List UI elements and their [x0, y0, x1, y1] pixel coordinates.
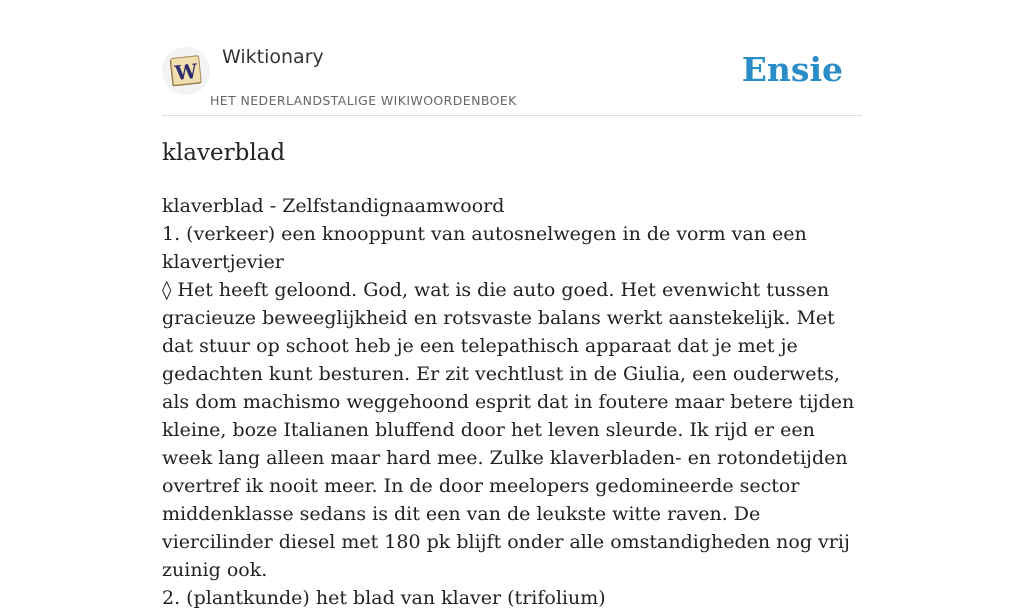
entry-heading: klaverblad - Zelfstandignaamwoord [162, 195, 505, 217]
site-name[interactable]: Wiktionary [222, 46, 324, 68]
page-title: klaverblad [162, 140, 286, 166]
site-subtitle: HET NEDERLANDSTALIGE WIKIWOORDENBOEK [210, 93, 517, 108]
site-logo[interactable] [162, 47, 210, 95]
definition-1: 1. (verkeer) een knooppunt van autosnelwegen in de vorm van een klavertjevier [162, 223, 807, 273]
logo-letter: W [173, 58, 199, 86]
definition-2: 2. (plantkunde) het blad van klaver (trifolium) [162, 587, 606, 609]
example-1: ◊ Het heeft geloond. God, wat is die auto goed. Het evenwicht tussen gracieuze beweeglijkheid en rotsvaste balans werkt aanstekelijk. Met dat stuur op schoot heb je een telepathisch apparaat dat je met je gedachten kunt besturen. Er zit vechtlust in de Giulia, een ouderwets, als dom machismo weggehoond esprit dat in foutere maar betere tijden kleine, boze Italianen bluffend door het leven sleurde. Ik rijd er een week lang alleen maar hard mee. Zulke klaverbladen- en rotondetijden overtref ik nooit meer. In de door meelopers gedomineerde sector middenklasse sedans is dit een van de leukste witte raven. De viercilinder diesel met 180 pk blijft onder alle omstandigheden nog vrij zuinig ook. [162, 279, 855, 581]
wiktionary-w-tile-icon [168, 53, 204, 89]
ensie-brand-logo[interactable]: Ensie [741, 50, 843, 89]
header-divider [162, 115, 862, 116]
entry-body [162, 192, 862, 612]
